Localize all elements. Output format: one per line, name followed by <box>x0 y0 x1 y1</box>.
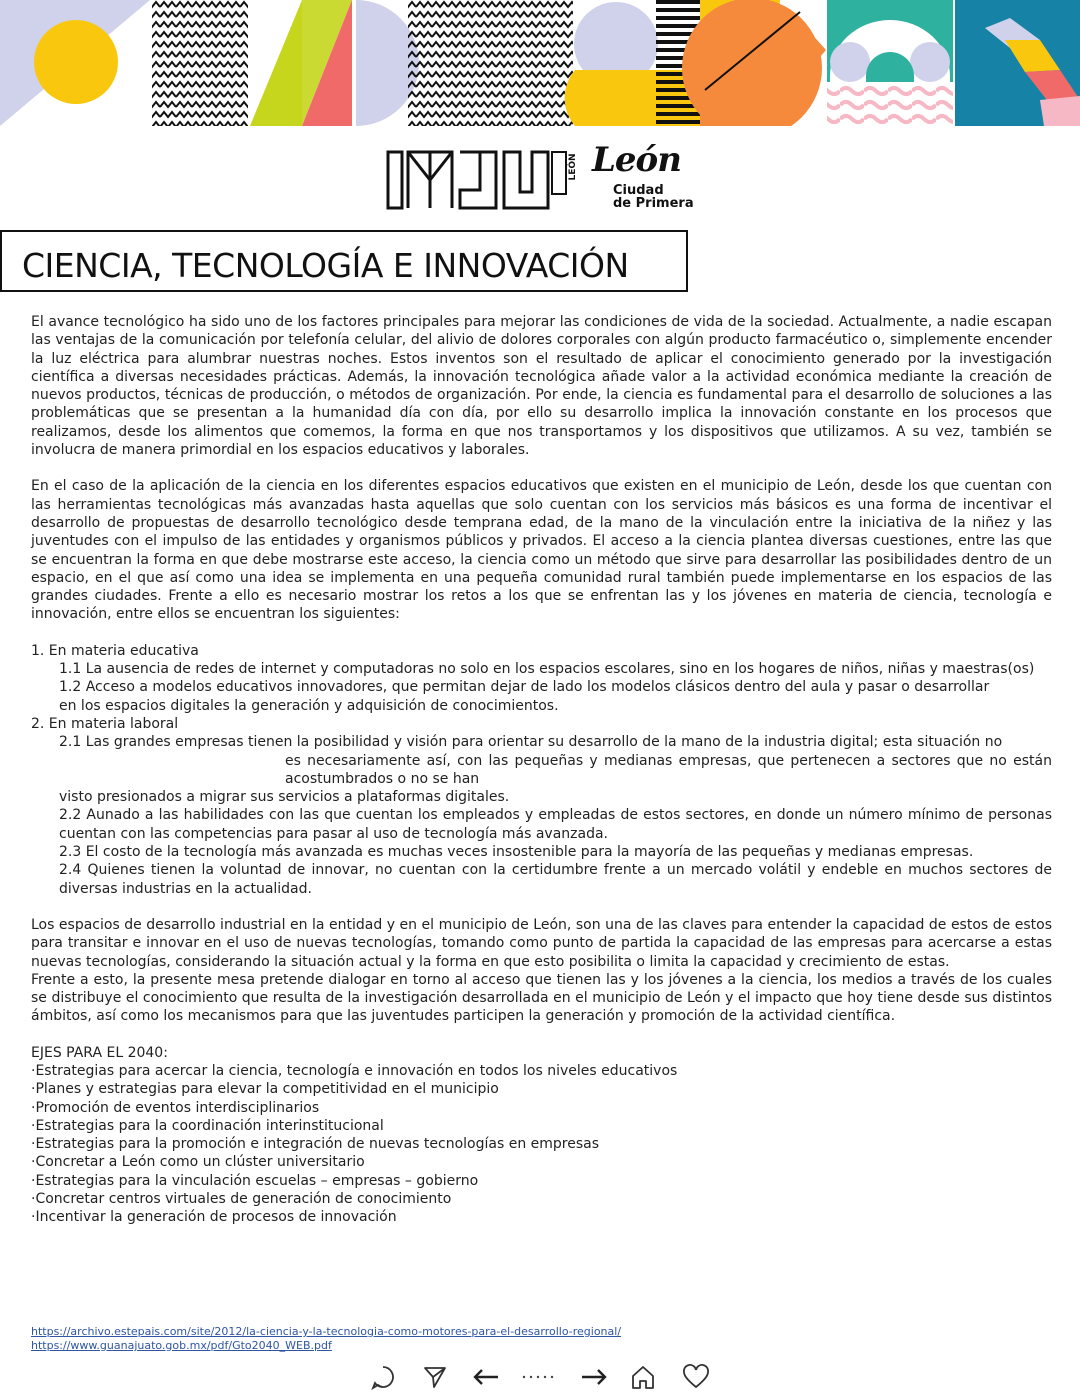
item-2-1a: 2.1 Las grandes empresas tienen la posibilidad y visión para orientar su desarrollo de la mano de la industria digital; esta situación no <box>59 734 1003 751</box>
item-1-2a: 1.2 Acceso a modelos educativos innovadores, que permitan dejar de lado los modelos clásicos dentro del aula y pasar o desarrollar <box>59 679 990 696</box>
item-2-3: 2.3 El costo de la tecnología más avanzada es muchas veces insostenible para la mayoría de las pequeñas y medianas empresas. <box>59 844 974 861</box>
paragraph-industry: Los espacios de desarrollo industrial en la entidad y en el municipio de León, son una de las claves para entender la capacidad de estos de estos para transitar e innovar en el uso de nuevas tecnologías, tomando como punto de partida la capacidad de las empresas para acercarse a estas nuevas tecnologías, considerando la situación actual y la forma en que esto posibilita o limita la capacidad y crecimiento de estas. <box>31 916 1052 970</box>
page-title: CIENCIA, TECNOLOGÍA E INNOVACIÓN <box>22 246 629 285</box>
item-2-4: 2.4 Quienes tienen la voluntad de innovar, no cuentan con la certidumbre frente a un mercado volátil y endeble en muchos sectores de diversas industrias en la actualidad. <box>59 862 1052 897</box>
body-content <box>31 313 1052 1227</box>
reference-link-guanajuato[interactable]: https://www.guanajuato.gob.mx/pdf/Gto2040_WEB.pdf <box>31 1339 332 1352</box>
section-labor-heading: 2. En materia laboral <box>31 715 179 732</box>
leon-logo-line2: de Primera <box>613 196 694 211</box>
axes-item: ·Concretar a León como un clúster universitario <box>31 1154 365 1171</box>
paragraph-intro: El avance tecnológico ha sido uno de los factores principales para mejorar las condiciones de vida de la sociedad. Actualmente, a nadie escapan las ventajas de la comunicación por telefonía celular, del alivio de dolores corporales con algún producto farmacéutico o, simplemente encender la luz eléctrica para alumbrar nuestras noches. Estos inventos son el resultado de aplicar el conocimiento generado por la investigación científica a diversas necesidades prácticas. Además, la innovación tecnológica añade valor a la actividad económica mediante la creación de nuevos productos, técnicas de producción, o métodos de organización. Por ende, la ciencia es fundamental para el desarrollo de soluciones a las problemáticas que se presentan a la humanidad día con día, por ello su desarrollo implica la innovación constante en los procesos que realizamos, desde los alimentos que comemos, la forma en que nos transportamos y los dispositivos que utilizamos. A su vez, también se involucra de manera primordial en los espacios educativos y laborales. <box>31 314 1052 459</box>
axes-item: ·Promoción de eventos interdisciplinarios <box>31 1099 320 1116</box>
item-2-1c: visto presionados a migrar sus servicios a plataformas digitales. <box>59 789 510 806</box>
paragraph-education: En el caso de la aplicación de la ciencia en los diferentes espacios educativos que existen en el municipio de León, desde los que cuentan con las herramientas tecnológicas más avanzadas hasta aquellas que solo cuentan con los servicios más básicos es una forma de incentivar el desarrollo de propuestas de desarrollo tecnológico desde temprana edad, de la mano de la vinculación entre la iniciativa de la niñez y las juventudes con el impulso de las entidades y organismos públicos y privados. El acceso a la ciencia plantea diversas cuestiones, entre las que se encuentran la forma en que debe mostrarse este acceso, la ciencia como un método que sirve para desarrollar las posibilidades dentro de un espacio, en el que así como una idea se implementa en una pequeña comunidad rural también puede implementarse en los espacios de las grandes ciudades. Frente a ello es necesario mostrar los retos a los que se enfrentan las y los jóvenes en materia de ciencia, tecnología e innovación, entre ellos se encuentran los siguientes: <box>31 478 1052 623</box>
send-icon[interactable] <box>422 1364 448 1390</box>
leon-logo-line1: Ciudad <box>613 183 664 198</box>
axes-item: ·Estrategias para acercar la ciencia, tecnología e innovación en todos los niveles educativos <box>31 1062 678 1079</box>
axes-list <box>31 1062 1052 1227</box>
references <box>31 1325 621 1353</box>
axes-title: EJES PARA EL 2040: <box>31 1044 168 1061</box>
axes-item: ·Incentivar la generación de procesos de innovación <box>31 1209 397 1226</box>
item-2-2: 2.2 Aunado a las habilidades con las que cuentan los empleados y empleadas de estos sectores, en donde un número mínimo de personas cuentan con las competencias para pasar al uso de tecnología más avanzada. <box>59 807 1052 842</box>
leon-logo-script: León <box>592 140 681 180</box>
section-education-heading: 1. En materia educativa <box>31 642 199 659</box>
item-1-1: 1.1 La ausencia de redes de internet y computadoras no solo en los espacios escolares, sino en los hogares de niños, niñas y maestras(os) <box>59 661 1035 678</box>
arrow-right-icon[interactable] <box>580 1364 608 1390</box>
axes-item: ·Estrategias para la coordinación interinstitucional <box>31 1117 384 1134</box>
leon-logo-subtitle <box>613 184 713 210</box>
decorative-banner <box>0 0 1080 126</box>
dots-icon <box>520 1364 560 1390</box>
item-1-2b: en los espacios digitales la generación y adquisición de conocimientos. <box>59 697 559 714</box>
paragraph-dialogue: Frente a esto, la presente mesa pretende dialogar en torno al acceso que tienen las y los jóvenes a la ciencia, los medios a través de los cuales se distribuye el conocimiento que resulta de la investigación desarrollada en el municipio de León y el impacto que hoy tiene desde sus distintos ámbitos, así como los mecanismos para que las juventudes participen la generación y promoción de la actividad científica. <box>31 971 1052 1025</box>
imju-logo-sub: LEÓN <box>568 153 578 181</box>
reference-link-estepais[interactable]: https://archivo.estepais.com/site/2012/la-ciencia-y-la-tecnologia-como-motores-para-el-desarrollo-regional/ <box>31 1325 622 1338</box>
heart-icon[interactable] <box>682 1364 710 1390</box>
item-2-1b: es necesariamente así, con las pequeñas y medianas empresas, que pertenecen a sectores que no están acostumbrados o no se han <box>285 752 1052 787</box>
axes-item: ·Planes y estrategias para elevar la competitividad en el municipio <box>31 1081 499 1098</box>
axes-item: ·Estrategias para la vinculación escuelas – empresas – gobierno <box>31 1172 479 1189</box>
axes-item: ·Estrategias para la promoción e integración de nuevas tecnologías en empresas <box>31 1136 600 1153</box>
title-box <box>0 230 688 292</box>
home-icon[interactable] <box>630 1364 656 1390</box>
axes-item: ·Concretar centros virtuales de generación de conocimiento <box>31 1191 452 1208</box>
footer-icon-bar <box>360 1358 720 1394</box>
comment-icon[interactable] <box>370 1364 396 1390</box>
imju-logo <box>386 140 576 216</box>
arrow-left-icon[interactable] <box>472 1364 500 1390</box>
